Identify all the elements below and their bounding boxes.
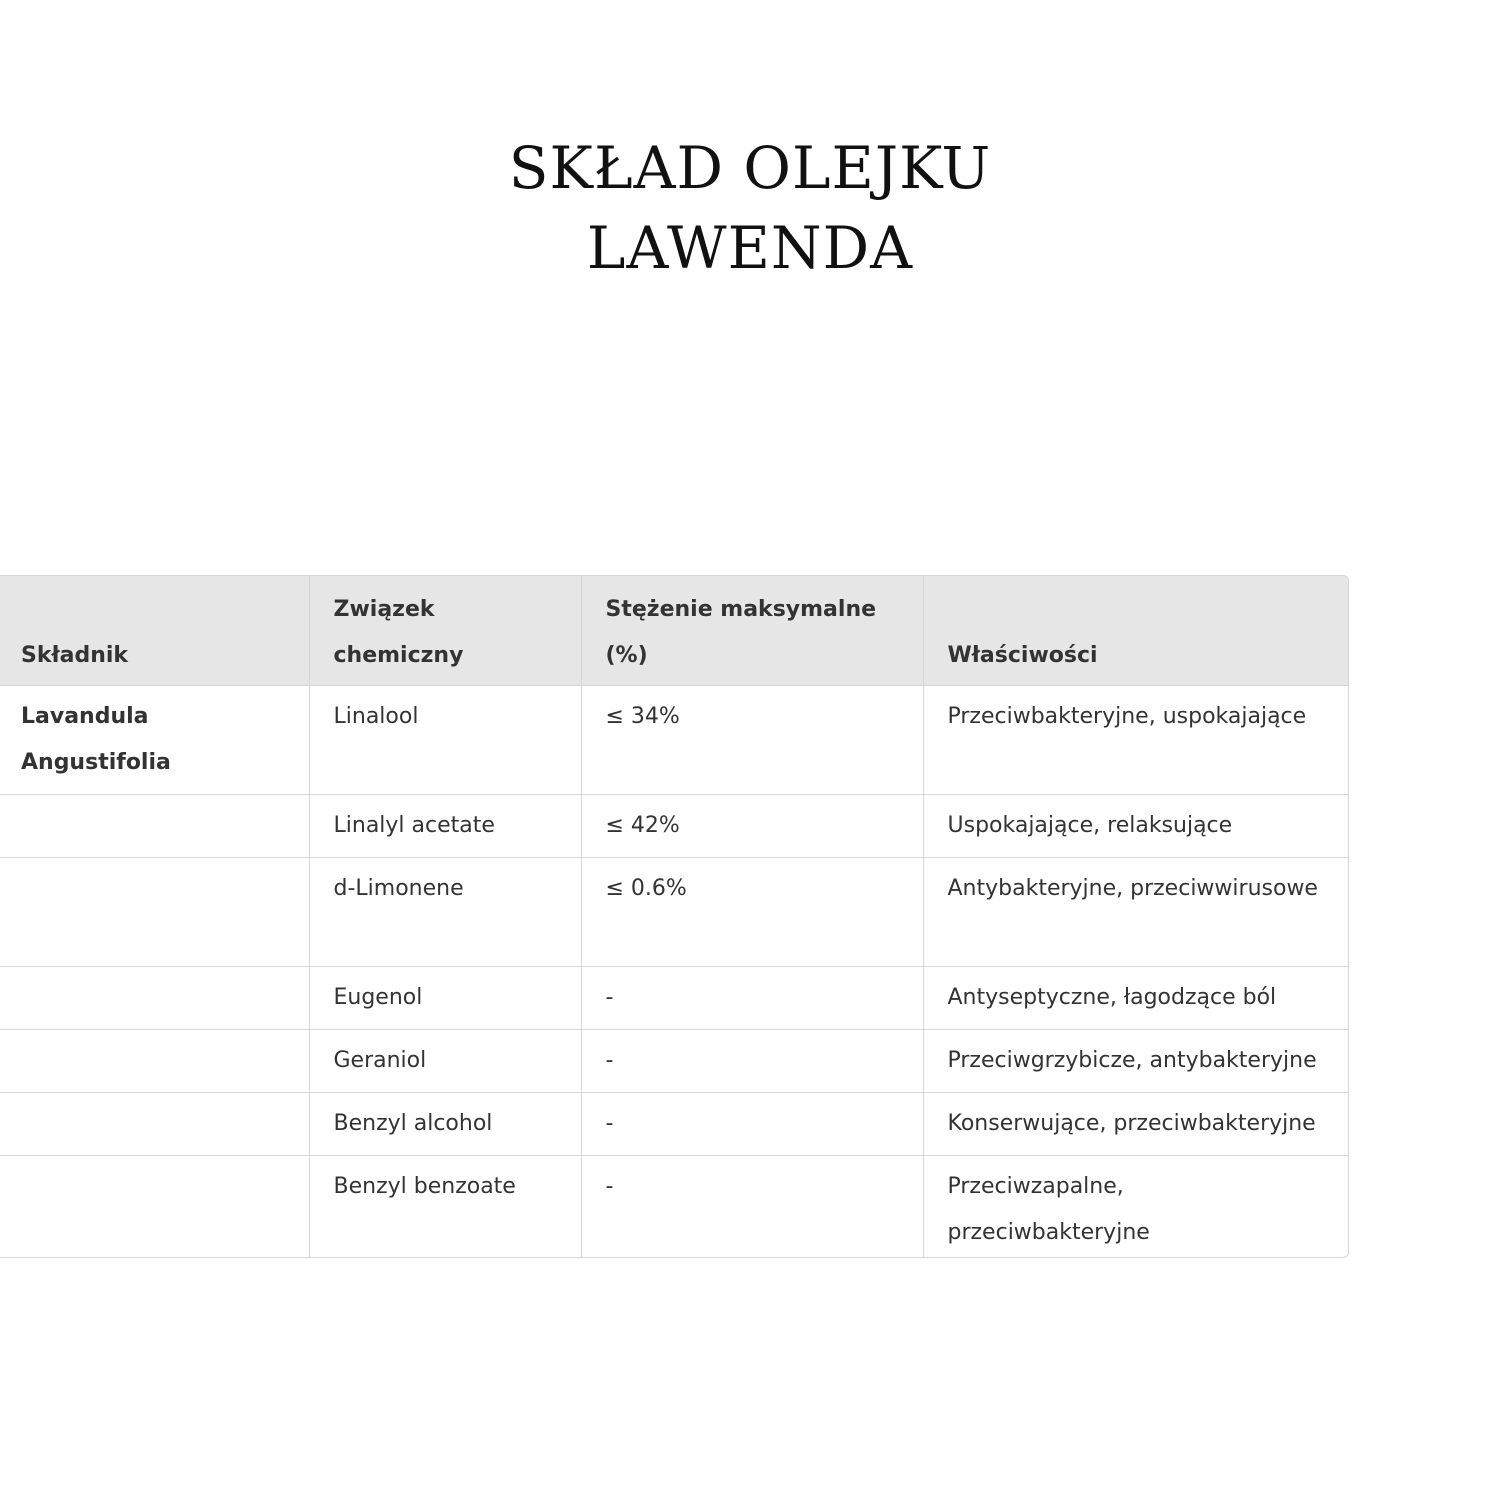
cell-compound: Benzyl alcohol: [309, 1092, 581, 1155]
cell-properties: Antybakteryjne, przeciwwirusowe: [923, 857, 1349, 966]
cell-ingredient: [0, 794, 309, 857]
cell-ingredient: Lavandula Angustifolia: [0, 685, 309, 794]
table-row: [0, 685, 1349, 794]
cell-ingredient: [0, 966, 309, 1029]
cell-ingredient: [0, 1092, 309, 1155]
cell-concentration: -: [581, 1155, 923, 1258]
table-row: [0, 1029, 1349, 1092]
cell-compound: Linalyl acetate: [309, 794, 581, 857]
header-ingredient: Składnik: [0, 576, 309, 685]
table-row: [0, 1092, 1349, 1155]
cell-properties: Przeciwgrzybicze, antybakteryjne: [923, 1029, 1349, 1092]
cell-properties: Przeciwbakteryjne, uspokajające: [923, 685, 1349, 794]
table-row: [0, 857, 1349, 966]
cell-ingredient: [0, 1155, 309, 1258]
table-row: [0, 794, 1349, 857]
title-line-2: LAWENDA: [586, 214, 914, 282]
table-row: [0, 1155, 1349, 1258]
composition-table: [0, 576, 1349, 1258]
cell-properties: Uspokajające, relaksujące: [923, 794, 1349, 857]
header-properties: Właściwości: [923, 576, 1349, 685]
title-line-1: SKŁAD OLEJKU: [508, 134, 992, 202]
cell-ingredient: [0, 1029, 309, 1092]
cell-ingredient: [0, 857, 309, 966]
cell-concentration: ≤ 34%: [581, 685, 923, 794]
header-concentration: Stężenie maksymalne (%): [581, 576, 923, 685]
table-row: [0, 966, 1349, 1029]
table-header-row: [0, 576, 1349, 685]
cell-compound: Benzyl benzoate: [309, 1155, 581, 1258]
cell-properties: Konserwujące, przeciwbakteryjne: [923, 1092, 1349, 1155]
cell-properties: Antyseptyczne, łagodzące ból: [923, 966, 1349, 1029]
cell-properties: Przeciwzapalne, przeciwbakteryjne: [947, 1173, 1150, 1245]
header-compound: Związek chemiczny: [309, 576, 581, 685]
cell-concentration: ≤ 42%: [581, 794, 923, 857]
cell-compound: Eugenol: [309, 966, 581, 1029]
cell-concentration: -: [581, 1092, 923, 1155]
cell-concentration: ≤ 0.6%: [581, 857, 923, 966]
cell-compound: Geraniol: [309, 1029, 581, 1092]
cell-compound: d-Limonene: [309, 857, 581, 966]
composition-table-container: [0, 575, 1349, 1258]
page-title: [0, 128, 1500, 288]
cell-concentration: -: [581, 966, 923, 1029]
cell-concentration: -: [581, 1029, 923, 1092]
cell-compound: Linalool: [309, 685, 581, 794]
